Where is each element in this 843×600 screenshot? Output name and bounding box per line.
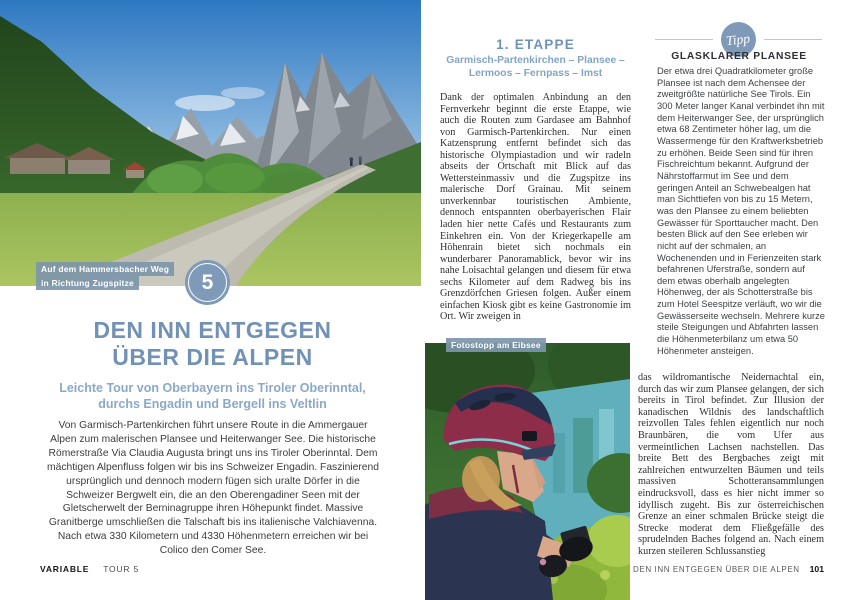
footer-chapter-label: DEN INN ENTGEGEN ÜBER DIE ALPEN	[633, 565, 800, 574]
footer-left	[40, 564, 139, 574]
stage-heading: 1. ETAPPE	[496, 37, 575, 52]
tip-body-paragraph: Der etwa drei Quadratkilometer große Plansee ist nach dem Achensee der zweitgrößte natürliche See Tirols. Ein 300 Meter langer Kanal verbindet ihn mit dem Heiterwanger See, der ursprünglich etwa 68 Zentimeter höher lag, um die Wassermenge für den Kraftwerksbetrieb zu erhöhen. Beide Seen sind für ihren Fischreichtum bekannt. Aufgrund der Nährstoffarmut im See und dem geringen Anteil an Schwebealgen hat man Sichttiefen von bis zu 15 Metern, was den Plansee zu einem beliebten Gewässer für Sporttaucher macht. Den besten Blick auf den See erleben wir nicht auf der schmalen, an Wochenenden und in Ferienzeiten stark befahrenen Uferstraße, sondern auf dem etwas oberhalb angelegten Höhenweg, der als Schotterstraße bis zum Hotel Seespitze verläuft, wo wir die Gewässerseite wechseln. Mehrere kurze steile Steigungen und Abfahrten lassen die Höhenmeterbilanz um etwa 50 Höhenmeter ansteigen.	[657, 66, 825, 356]
page-subtitle-line2: durchs Engadin und Bergell ins Veltlin	[98, 397, 327, 411]
page-subtitle	[15, 380, 410, 412]
cyclist-photo-caption: Fotostopp am Eibsee	[446, 338, 546, 352]
page-subtitle-line1: Leichte Tour von Oberbayern ins Tiroler Oberinntal,	[59, 381, 366, 395]
intro-paragraph: Von Garmisch-Partenkirchen führt unsere Route in die Ammergauer Alpen zum malerischen Plansee und Heiterwanger See. Die historische Römerstraße Via Claudia Augusta bringt uns ins Tiroler Oberinntal. Dem mächtigen Alpenfluss folgen wir bis ins Schweizer Engadin. Faszinierend ursprünglich und dennoch modern fügen sich uralte Dörfer in die Schweizer Bergwelt ein, die an den Oberengadiner Seen mit der Gletscherwelt der Berninagruppe ihren Höhepunkt findet. Massive Granitberge umschließen die Talschaft bis ins italienische Valchiavenna. Nach etwa 330 Kilometern und 4330 Höhenmetern erreichen wir bei Colico den Comer See.	[47, 420, 379, 557]
footer-right	[540, 564, 824, 574]
hero-photo-caption-line1: Auf dem Hammersbacher Weg	[36, 262, 174, 276]
stage-route-line2: Lermoos – Fernpass – Imst	[468, 68, 603, 79]
tip-rule-left	[655, 39, 713, 40]
footer-series-label: VARIABLE	[40, 564, 90, 574]
page-number: 101	[809, 564, 824, 574]
hero-photo-caption-line2: in Richtung Zugspitze	[36, 276, 139, 290]
cyclist-illustration	[425, 343, 630, 600]
page-title-line2: ÜBER DIE ALPEN	[112, 344, 313, 370]
alpine-landscape-illustration	[0, 0, 421, 286]
stage-body-paragraph: Dank der optimalen Anbindung an den Fernverkehr beginnt die erste Etappe, wie auch die Routen zum Gardasee am Bahnhof von Garmisch-Partenkirchen. Nur einen Katzensprung entfernt befindet sich das historische Olympiastadion und wir radeln abseits der Ortschaft mit Blick auf das Wettersteinmassiv und die Zugspitze ins malerische Dorf Grainau. Mit seinem unverkennbar touristischen Ambiente, dennoch entspannten oberbayerischen Flair laden hier nette Cafés und Restaurants zum Einkehren ein. Von der Kriegerkapelle am Höhenrain bietet sich nochmals ein wunderbarer Panoramablick, bevor wir ins nahe Loisachtal gelangen und diesem für etwa sechs Kilometer auf dem Radweg bis ins Grenzdörfchen Griesen folgen. Außer einem einfachen Kiosk gibt es keine Gastronomie im Ort. Wir zweigen in	[440, 92, 631, 323]
page-title-line1: DEN INN ENTGEGEN	[93, 317, 332, 343]
tour-number: 5	[201, 270, 214, 294]
tour-number-badge	[185, 260, 230, 305]
footer-tour-label: TOUR 5	[103, 564, 140, 574]
stage-route-line1: Garmisch-Partenkirchen – Plansee –	[446, 55, 625, 66]
stage-route	[436, 54, 635, 80]
page-title	[15, 317, 410, 371]
cyclist-photo	[425, 343, 630, 600]
tip-heading: GLASKLARER PLANSEE	[671, 51, 807, 62]
tipp-badge-label: Tipp	[725, 30, 752, 48]
tip-rule-right	[764, 39, 822, 40]
right-body-paragraph: das wildromantische Neidernachtal ein, durch das wir zum Plansee gelangen, der sich bereits in Tirol befindet. Zur Illusion der kanadischen Wildnis des landschaftlich reizvollen Tales fehlen eigentlich nur noch Braunbären, die vom Ufer aus vermeintlichen Lachsen nachstellen. Das breite Bett des Bergbaches zeigt mit zahlreichen entwurzelten Bäumen und teils massiven Schotteransammlungen eindrucksvoll, dass es hier nicht immer so idyllisch zugeht. Bis zur österreichischen Grenze an einer schmalen Brücke steigt die Strecke moderat dem Fließgefälle des sprudelnden Baches folgend an. Nach einem kurzen steileren Schlussanstieg	[638, 372, 824, 557]
alpine-path-photo	[0, 0, 421, 286]
